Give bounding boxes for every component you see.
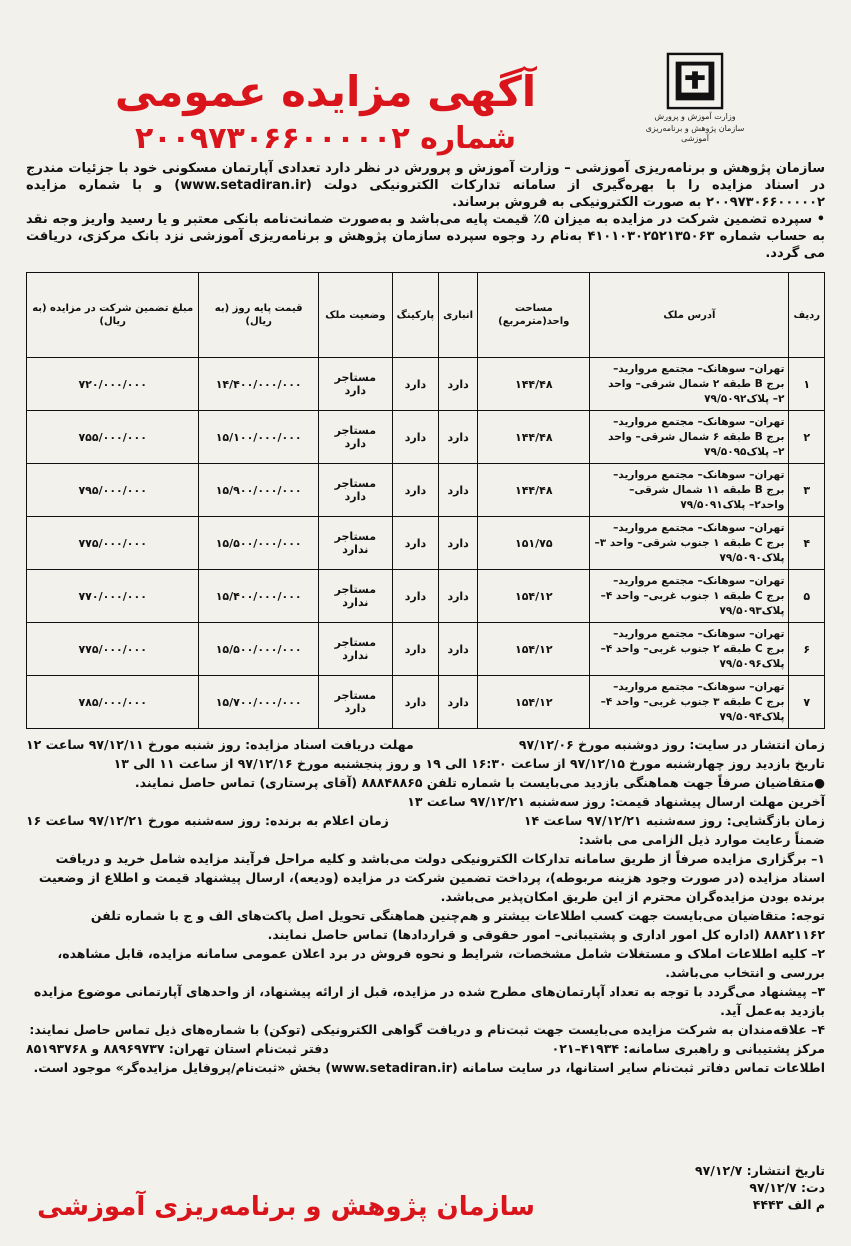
cell-index: ۴ (789, 517, 825, 570)
col-base-price: قیمت پایه روز (به ریال) (199, 273, 319, 358)
offer-deadline: آخرین مهلت ارسال پیشنهاد قیمت: روز سه‌شنبه ۹۷/۱۲/۲۱ ساعت ۱۳ (407, 794, 825, 809)
table-row (27, 570, 825, 623)
cell-base-price: ۱۵/۵۰۰/۰۰۰/۰۰۰ (199, 623, 319, 676)
issue-code: م الف ۴۴۴۳ (752, 1197, 825, 1212)
intro-text (26, 160, 825, 262)
cell-base-price: ۱۵/۱۰۰/۰۰۰/۰۰۰ (199, 411, 319, 464)
table-row (27, 464, 825, 517)
header (26, 10, 825, 160)
cell-address: تهران– سوهانک– مجتمع مروارید– برج C طبقه ۱ جنوب غربی– واحد ۴– پلاک۷۹/۵۰۹۳ (590, 570, 789, 623)
ministry-logo (645, 52, 745, 152)
logo-caption-2: سازمان پژوهش و برنامه‌ریزی آموزشی (645, 124, 745, 143)
cell-storage: دارد (439, 676, 478, 729)
footer (26, 1162, 825, 1232)
cell-base-price: ۱۵/۹۰۰/۰۰۰/۰۰۰ (199, 464, 319, 517)
support-row (26, 1039, 825, 1058)
cell-base-price: ۱۵/۷۰۰/۰۰۰/۰۰۰ (199, 676, 319, 729)
schedule-and-notes (26, 735, 825, 1077)
logo-caption-1: وزارت آموزش و پرورش (654, 112, 736, 121)
cell-index: ۳ (789, 464, 825, 517)
cell-index: ۱ (789, 358, 825, 411)
table-header-row (27, 273, 825, 358)
documents-deadline: مهلت دریافت اسناد مزایده: روز شنبه مورخ ۹۷/۱۲/۱۱ ساعت ۱۲ (26, 737, 414, 752)
cell-status: مستاجر ندارد (318, 623, 392, 676)
opening-time: زمان بازگشایی: روز سه‌شنبه ۹۷/۱۲/۲۱ ساعت ۱۴ (523, 813, 825, 828)
note-item: ۱– برگزاری مزایده صرفاً از طریق سامانه تدارکات الکترونیکی دولت می‌باشد و کلیه مراحل فرآیند مزایده شامل خرید و دریافت اسناد مزایده (در صورت وجود هزینه مربوطه)، پرداخت تضمین شرکت در مزایده (ودیعه)، ارسال پیشنهاد قیمت و اطلاع از وضعیت برنده بودن مزایده‌گران محترم از این طریق امکان‌پذیر می‌باشد. (38, 851, 825, 904)
cell-storage: دارد (439, 411, 478, 464)
tehran-office: دفتر ثبت‌نام استان تهران: ۸۸۹۶۹۷۳۷ و ۸۵۱۹۳۷۶۸ (26, 1041, 329, 1056)
cell-guarantee: ۷۲۰/۰۰۰/۰۰۰ (27, 358, 199, 411)
cell-parking: دارد (392, 411, 439, 464)
cell-address: تهران– سوهانک– مجتمع مروارید– برج C طبقه ۲ جنوب غربی– واحد ۴– پلاک۷۹/۵۰۹۶ (590, 623, 789, 676)
opening-row (26, 811, 825, 830)
note-item: ۴– علاقه‌مندان به شرکت مزایده می‌بایست جهت ثبت‌نام و دریافت گواهی الکترونیکی (توکن) با شماره‌های ذیل تماس حاصل نمایند: (29, 1022, 825, 1037)
notes-intro: ضمناً رعایت موارد ذیل الزامی می باشد: (578, 832, 825, 847)
cell-storage: دارد (439, 623, 478, 676)
cell-guarantee: ۷۷۰/۰۰۰/۰۰۰ (27, 570, 199, 623)
col-status: وضعیت ملک (318, 273, 392, 358)
cell-index: ۷ (789, 676, 825, 729)
cell-area: ۱۵۱/۷۵ (478, 517, 590, 570)
publish-date: زمان انتشار در سایت: روز دوشنبه مورخ ۹۷/۱۲/۰۶ (518, 737, 825, 752)
col-parking: پارکینگ (392, 273, 439, 358)
cell-address: تهران– سوهانک– مجتمع مروارید– برج B طبقه ۱۱ شمال شرقی– واحد۲– پلاک۷۹/۵۰۹۱ (590, 464, 789, 517)
cell-storage: دارد (439, 517, 478, 570)
cell-parking: دارد (392, 358, 439, 411)
cell-index: ۵ (789, 570, 825, 623)
cell-status: مستاجر ندارد (318, 570, 392, 623)
properties-table (26, 272, 825, 729)
cell-address: تهران– سوهانک– مجتمع مروارید– برج C طبقه ۳ جنوب غربی– واحد ۴– پلاک۷۹/۵۰۹۴ (590, 676, 789, 729)
visit-note: ●متقاضیان صرفاً جهت هماهنگی بازدید می‌بایست با شماره تلفن ۸۸۸۴۸۸۶۵ (آقای پرستاری) تماس حاصل نمایند. (134, 775, 825, 790)
cell-parking: دارد (392, 623, 439, 676)
col-area: مساحت واحد(مترمربع) (478, 273, 590, 358)
cell-guarantee: ۷۷۵/۰۰۰/۰۰۰ (27, 623, 199, 676)
cell-area: ۱۵۴/۱۲ (478, 570, 590, 623)
cell-base-price: ۱۴/۴۰۰/۰۰۰/۰۰۰ (199, 358, 319, 411)
col-guarantee: مبلغ تضمین شرکت در مزایده (به ریال) (27, 273, 199, 358)
cell-address: تهران– سوهانک– مجتمع مروارید– برج B طبقه ۲ شمال شرقی– واحد ۲– پلاک۷۹/۵۰۹۲ (590, 358, 789, 411)
issue-date: تاریخ انتشار: ۹۷/۱۲/۷ (695, 1163, 825, 1178)
table-row (27, 358, 825, 411)
table-row (27, 676, 825, 729)
cell-parking: دارد (392, 464, 439, 517)
organization-name: سازمان پژوهش و برنامه‌ریزی آموزشی (37, 1192, 535, 1222)
cell-parking: دارد (392, 570, 439, 623)
auction-number: شماره ۲۰۰۹۷۳۰۶۶۰۰۰۰۰۲ (135, 121, 516, 156)
cell-guarantee: ۷۸۵/۰۰۰/۰۰۰ (27, 676, 199, 729)
cell-parking: دارد (392, 517, 439, 570)
other-offices: اطلاعات تماس دفاتر ثبت‌نام سایر استانها، در سایت سامانه (www.setadiran.ir) بخش «ثبت‌نام/پروفایل مزایده‌گر» موجود است. (33, 1060, 825, 1075)
cell-status: مستاجر دارد (318, 411, 392, 464)
emblem-icon (666, 52, 724, 110)
cell-base-price: ۱۵/۵۰۰/۰۰۰/۰۰۰ (199, 517, 319, 570)
cell-area: ۱۴۴/۴۸ (478, 411, 590, 464)
winner-announcement: زمان اعلام به برنده: روز سه‌شنبه مورخ ۹۷/۱۲/۲۱ ساعت ۱۶ (26, 813, 389, 828)
cell-area: ۱۴۴/۴۸ (478, 358, 590, 411)
cell-status: مستاجر دارد (318, 464, 392, 517)
cell-address: تهران– سوهانک– مجتمع مروارید– برج C طبقه ۱ جنوب شرقی– واحد ۳– پلاک۷۹/۵۰۹۰ (590, 517, 789, 570)
publish-row (26, 735, 825, 754)
issue-dt: دت: ۹۷/۱۲/۷ (749, 1180, 825, 1195)
cell-area: ۱۴۴/۴۸ (478, 464, 590, 517)
col-index: ردیف (789, 273, 825, 358)
cell-guarantee: ۷۵۵/۰۰۰/۰۰۰ (27, 411, 199, 464)
note-item: توجه: متقاضیان می‌بایست جهت کسب اطلاعات بیشتر و هم‌چنین هماهنگی تحویل اصل پاکت‌های الف و ج با شماره تلفن ۸۸۸۲۱۱۶۲ (اداره کل امور اداری و پشتیبانی– امور حقوقی و قراردادها) تماس حاصل نمایند. (90, 908, 825, 942)
col-address: آدرس ملک (590, 273, 789, 358)
notice-title: آگهی مزایده عمومی (114, 67, 537, 116)
deposit-paragraph: • سپرده تضمین شرکت در مزایده به میزان ۵٪ قیمت پایه می‌باشد و به‌صورت ضمانت‌نامه بانکی معتبر و یا رسید واریز وجه نقد به حساب شماره ۴۱۰۱۰۳۰۲۵۲۱۳۵۰۶۳ به‌نام رد وجوه سپرده سازمان پژوهش و برنامه‌ریزی آموزشی نزد بانک مرکزی، دریافت می گردد. (26, 212, 825, 261)
cell-guarantee: ۷۹۵/۰۰۰/۰۰۰ (27, 464, 199, 517)
cell-status: مستاجر ندارد (318, 517, 392, 570)
cell-parking: دارد (392, 676, 439, 729)
table-row (27, 623, 825, 676)
visit-schedule: تاریخ بازدید روز چهارشنبه مورخ ۹۷/۱۲/۱۵ از ساعت ۱۶:۳۰ الی ۱۹ و روز پنجشنبه مورخ ۹۷/۱۲/۱۶ از ساعت ۱۱ الی ۱۳ (113, 756, 825, 771)
cell-storage: دارد (439, 358, 478, 411)
cell-address: تهران– سوهانک– مجتمع مروارید– برج B طبقه ۶ شمال شرقی– واحد ۲– پلاک۷۹/۵۰۹۵ (590, 411, 789, 464)
cell-area: ۱۵۴/۱۲ (478, 623, 590, 676)
intro-paragraph: سازمان پژوهش و برنامه‌ریزی آموزشی – وزارت آموزش و پرورش در نظر دارد تعدادی آپارتمان مسکونی خود با جزئیات مندرج در اسناد مزایده را با بهره‌گیری از سامانه تدارکات الکترونیکی دولت (www.setadiran.ir) و با شماره مزایده ۲۰۰۹۷۳۰۶۶۰۰۰۰۰۲ به صورت الکترونیکی به فروش برساند. (26, 161, 825, 210)
cell-base-price: ۱۵/۴۰۰/۰۰۰/۰۰۰ (199, 570, 319, 623)
cell-index: ۲ (789, 411, 825, 464)
col-storage: انباری (439, 273, 478, 358)
cell-storage: دارد (439, 464, 478, 517)
cell-area: ۱۵۴/۱۲ (478, 676, 590, 729)
note-item: ۲– کلیه اطلاعات املاک و مستغلات شامل مشخصات، شرایط و نحوه فروش در برد اعلان عمومی سامانه مزایده، قابل مشاهده، بررسی و انتخاب می‌باشد. (57, 946, 825, 980)
cell-guarantee: ۷۷۵/۰۰۰/۰۰۰ (27, 517, 199, 570)
cell-storage: دارد (439, 570, 478, 623)
support-center: مرکز پشتیبانی و راهبری سامانه: ۴۱۹۳۴–۰۲۱ (551, 1041, 825, 1056)
note-item: ۳– پیشنهاد می‌گردد با توجه به تعداد آپارتمان‌های مطرح شده در مزایده، قبل از ارائه پیشنهاد، از واحدهای آپارتمانی موضوع مزایده بازدید به‌عمل آید. (33, 984, 825, 1018)
cell-status: مستاجر دارد (318, 676, 392, 729)
table-row (27, 517, 825, 570)
cell-status: مستاجر دارد (318, 358, 392, 411)
cell-index: ۶ (789, 623, 825, 676)
table-row (27, 411, 825, 464)
issue-info (695, 1162, 825, 1213)
